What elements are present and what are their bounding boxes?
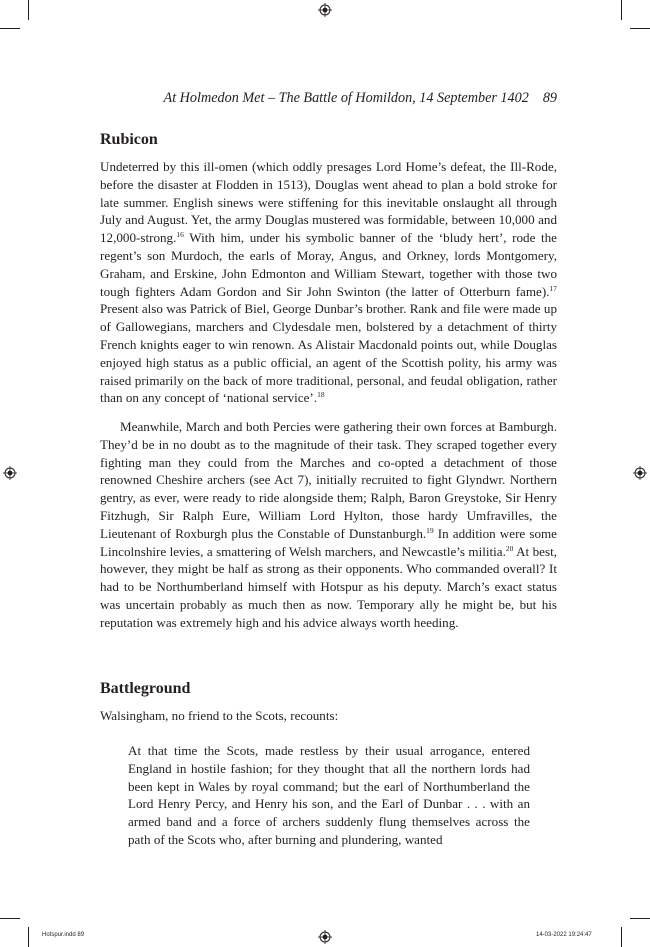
section-heading-battleground: Battleground	[100, 680, 191, 697]
running-head	[100, 89, 557, 107]
paragraph-1: Undeterred by this ill-omen (which oddly presages Lord Home’s defeat, the Ill-Rode, before the disaster at Flodden in 1513), Douglas went ahead to plan a bold stroke for late summer. English sinews were stiffening for this inevitable onslaught all through July and August. Yet, the army Douglas mustered was formidable, between 10,000 and 12,000-strong.$^{16}$ With him, under his symbolic banner of the ‘bludy hert’, rode the regent’s son Murdoch, the earls of Moray, Angus, and Orkney, lords Montgomery, Graham, and Erskine, John Edmonton and William Stewart, together with those two tough fighters Adam Gordon and Sir John Swinton (the latter of Otterburn fame).$^{17}$ Present also was Patrick of Biel, George Dunbar’s brother. Rank and file were made up of Gallowegians, marchers and Clydesdale men, bolstered by a detachment of thirty French knights eager to win renown. As Alistair Macdonald points out, while Douglas enjoyed high status as a public official, an agent of the Scottish polity, his army was raised primarily on the back of more traditional, personal, and feudal obligation, rather than on any concept of ‘national service’.$^{18}$	[100, 159, 557, 406]
slug-timestamp: 14-03-2022 19:24:47	[536, 932, 592, 938]
crop-mark-bottom-left-horizontal	[0, 918, 20, 919]
crop-mark-bottom-right-horizontal	[630, 918, 650, 919]
crop-mark-bottom-right-vertical	[621, 927, 622, 947]
footnote-ref-16[interactable]: 16	[176, 230, 184, 240]
page-number: 89	[542, 90, 557, 106]
block-quote: At that time the Scots, made restless by their usual arrogance, entered England in hostile fashion; for they thought that all the northern lords had been kept in Wales by royal command; but the earl of Northumberland the Lord Henry Percy, and Henry his son, and the Earl of Dunbar . . . with an armed band and a force of archers suddenly flung themselves across the path of the Scots who, after burning and plundering, wanted	[128, 743, 530, 847]
footnote-ref-17[interactable]: 17	[549, 283, 557, 293]
crop-mark-top-left-vertical	[28, 0, 29, 20]
registration-mark-bottom-icon	[318, 930, 332, 944]
running-head-title: At Holmedon Met – The Battle of Homildon, 14 September 1402	[163, 90, 529, 106]
crop-mark-bottom-left-vertical	[28, 927, 29, 947]
section-heading-rubicon: Rubicon	[100, 131, 158, 148]
crop-mark-top-right-horizontal	[630, 28, 650, 29]
battleground-intro: Walsingham, no friend to the Scots, recounts:	[100, 708, 339, 723]
crop-mark-top-left-horizontal	[0, 28, 20, 29]
footnote-ref-20[interactable]: 20	[505, 543, 514, 553]
slug-file-info: Hotspur.indd 89	[42, 932, 85, 938]
registration-mark-top-icon	[318, 3, 332, 17]
footnote-ref-19[interactable]: 19	[426, 525, 434, 535]
footnote-ref-18[interactable]: 18	[317, 390, 325, 400]
registration-mark-left-icon	[3, 466, 17, 480]
paragraph-2: Meanwhile, March and both Percies were gathering their own forces at Bamburgh. They’d be in no doubt as to the magnitude of their task. They scraped together every fighting man they could from the Marches and co-opted a detachment of those renowned Cheshire archers (see Act 7), initially recruited to fight Glyndwr. Northern gentry, as ever, were ready to ride alongside them; Ralph, Baron Greystoke, Sir Henry Fitzhugh, Sir Ralph Eure, William Lord Hylton, those hardy Umfravilles, the Lieutenant of Roxburgh plus the Constable of Dunstanburgh.$^{19}$ In addition were some Lincolnshire levies, a smattering of Welsh marchers, and Newcastle’s militia.$^{20}$ At best, however, they might be half as strong as their opponents. Who commanded overall? It had to be Northumberland himself with Hotspur as his deputy. March’s exact status was uncertain probably as much then as now. Temporary ally he might be, but his reputation was extremely high and his advice always worth heeding.	[100, 419, 557, 630]
registration-mark-right-icon	[633, 466, 647, 480]
crop-mark-top-right-vertical	[621, 0, 622, 20]
